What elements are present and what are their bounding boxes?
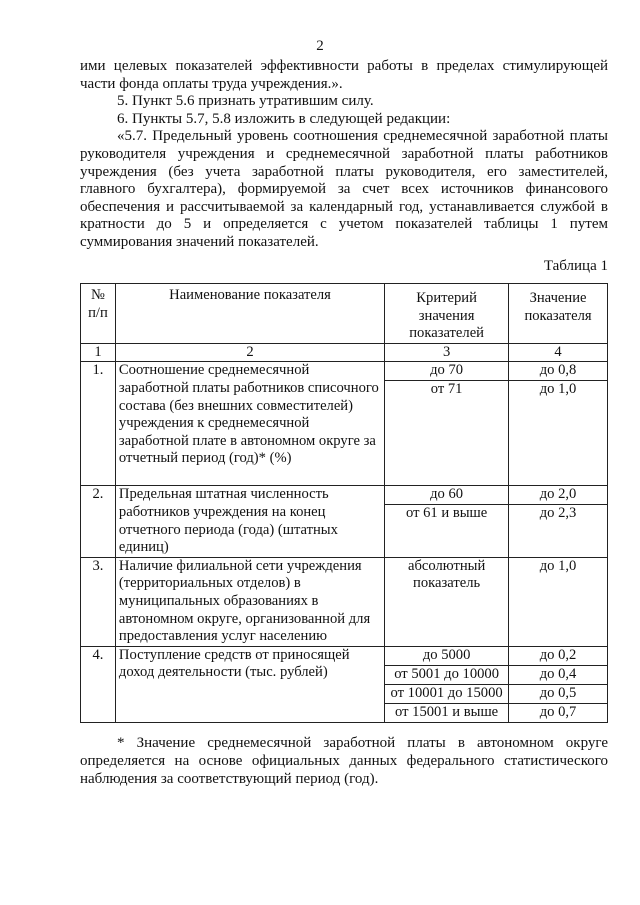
column-number-row xyxy=(81,343,608,362)
footnote-text: * Значение среднемесячной заработной платы в автономном округе определяется на основе официальных данных федерального статистического наблюдения за соответствующий период (год). xyxy=(80,735,608,787)
paragraph-item-5-7: «5.7. Предельный уровень соотношения среднемесячной заработной платы руководителя учреждения и среднемесячной заработной платы работников учреждения (без учета заработной платы руководителя, его заместителей, главного бухгалтера), формируемой за счет всех источников финансового обеспечения и рассчитываемой за календарный год, устанавливается службой в кратности до 5 и определяется с учетом показателей таблицы 1 путем суммирования значений показателей. xyxy=(80,128,608,250)
header-num: № п/п xyxy=(81,284,116,344)
paragraph-continuation: ими целевых показателей эффективности работы в пределах стимулирующей xyxy=(80,58,608,74)
indicators-table xyxy=(80,283,608,723)
criterion-value: до 5000 xyxy=(385,647,508,666)
table-row xyxy=(81,557,608,646)
row-value: до 1,0 xyxy=(509,557,608,646)
table-row xyxy=(81,646,608,722)
row-values xyxy=(509,646,608,722)
indicator-value: до 2,3 xyxy=(539,505,577,522)
col-number: 2 xyxy=(115,343,384,362)
table-caption: Таблица 1 xyxy=(543,258,608,274)
criterion-value: от 61 и выше xyxy=(405,505,488,522)
row-criteria xyxy=(385,362,509,486)
header-value: Значение показателя xyxy=(509,284,608,344)
body-text xyxy=(80,58,608,252)
criterion-value: от 15001 и выше xyxy=(395,703,499,720)
page-number: 2 xyxy=(316,38,324,54)
indicator-value: до 0,8 xyxy=(509,362,607,381)
paragraph-item-5: 5. Пункт 5.6 признать утратившим силу. xyxy=(117,93,374,110)
row-values xyxy=(509,362,608,486)
row-name: Наличие филиальной сети учреждения (территориальных отделов) в муниципальных образованиях в автономном округе, организованной для предоставления услуг населению xyxy=(115,557,384,646)
col-number: 1 xyxy=(81,343,116,362)
row-num: 4. xyxy=(81,646,116,722)
indicator-value: до 2,0 xyxy=(509,486,607,505)
col-number: 4 xyxy=(509,343,608,362)
header-name: Наименование показателя xyxy=(115,284,384,344)
row-name: Соотношение среднемесячной заработной платы работников списочного состава (без внешних совместителей) учреждения к среднемесячной заработной плате в автономном округе за отчетный период (год)* (%) xyxy=(115,362,384,486)
col-number: 3 xyxy=(385,343,509,362)
row-name: Предельная штатная численность работников учреждения на конец отчетного периода (года) (штатных единиц) xyxy=(115,486,384,557)
row-num: 3. xyxy=(81,557,116,646)
row-criteria xyxy=(385,486,509,557)
table-row xyxy=(81,362,608,486)
indicator-value: до 1,0 xyxy=(539,381,577,398)
table-row xyxy=(81,486,608,557)
row-name: Поступление средств от приносящей доход деятельности (тыс. рублей) xyxy=(115,646,384,722)
row-values xyxy=(509,486,608,557)
header-criterion: Критерий значения показателей xyxy=(385,284,509,344)
table-header-row xyxy=(81,284,608,344)
footnote xyxy=(80,734,608,788)
indicator-value: до 0,5 xyxy=(509,685,607,704)
criterion-value: от 5001 до 10000 xyxy=(385,666,508,685)
criterion-value: от 10001 до 15000 xyxy=(385,685,508,704)
paragraph-item-6: 6. Пункты 5.7, 5.8 изложить в следующей редакции: xyxy=(117,110,451,127)
criterion-value: до 60 xyxy=(385,486,508,505)
indicator-value: до 0,7 xyxy=(539,703,577,720)
paragraph-continuation-end: части фонда оплаты труда учреждения.». xyxy=(80,75,343,92)
row-num: 1. xyxy=(81,362,116,486)
criterion-value: от 71 xyxy=(430,381,463,398)
row-criteria xyxy=(385,646,509,722)
criterion-value: до 70 xyxy=(385,362,508,381)
indicator-value: до 0,4 xyxy=(509,666,607,685)
row-num: 2. xyxy=(81,486,116,557)
row-criterion: абсолютный показатель xyxy=(385,557,509,646)
indicator-value: до 0,2 xyxy=(509,647,607,666)
